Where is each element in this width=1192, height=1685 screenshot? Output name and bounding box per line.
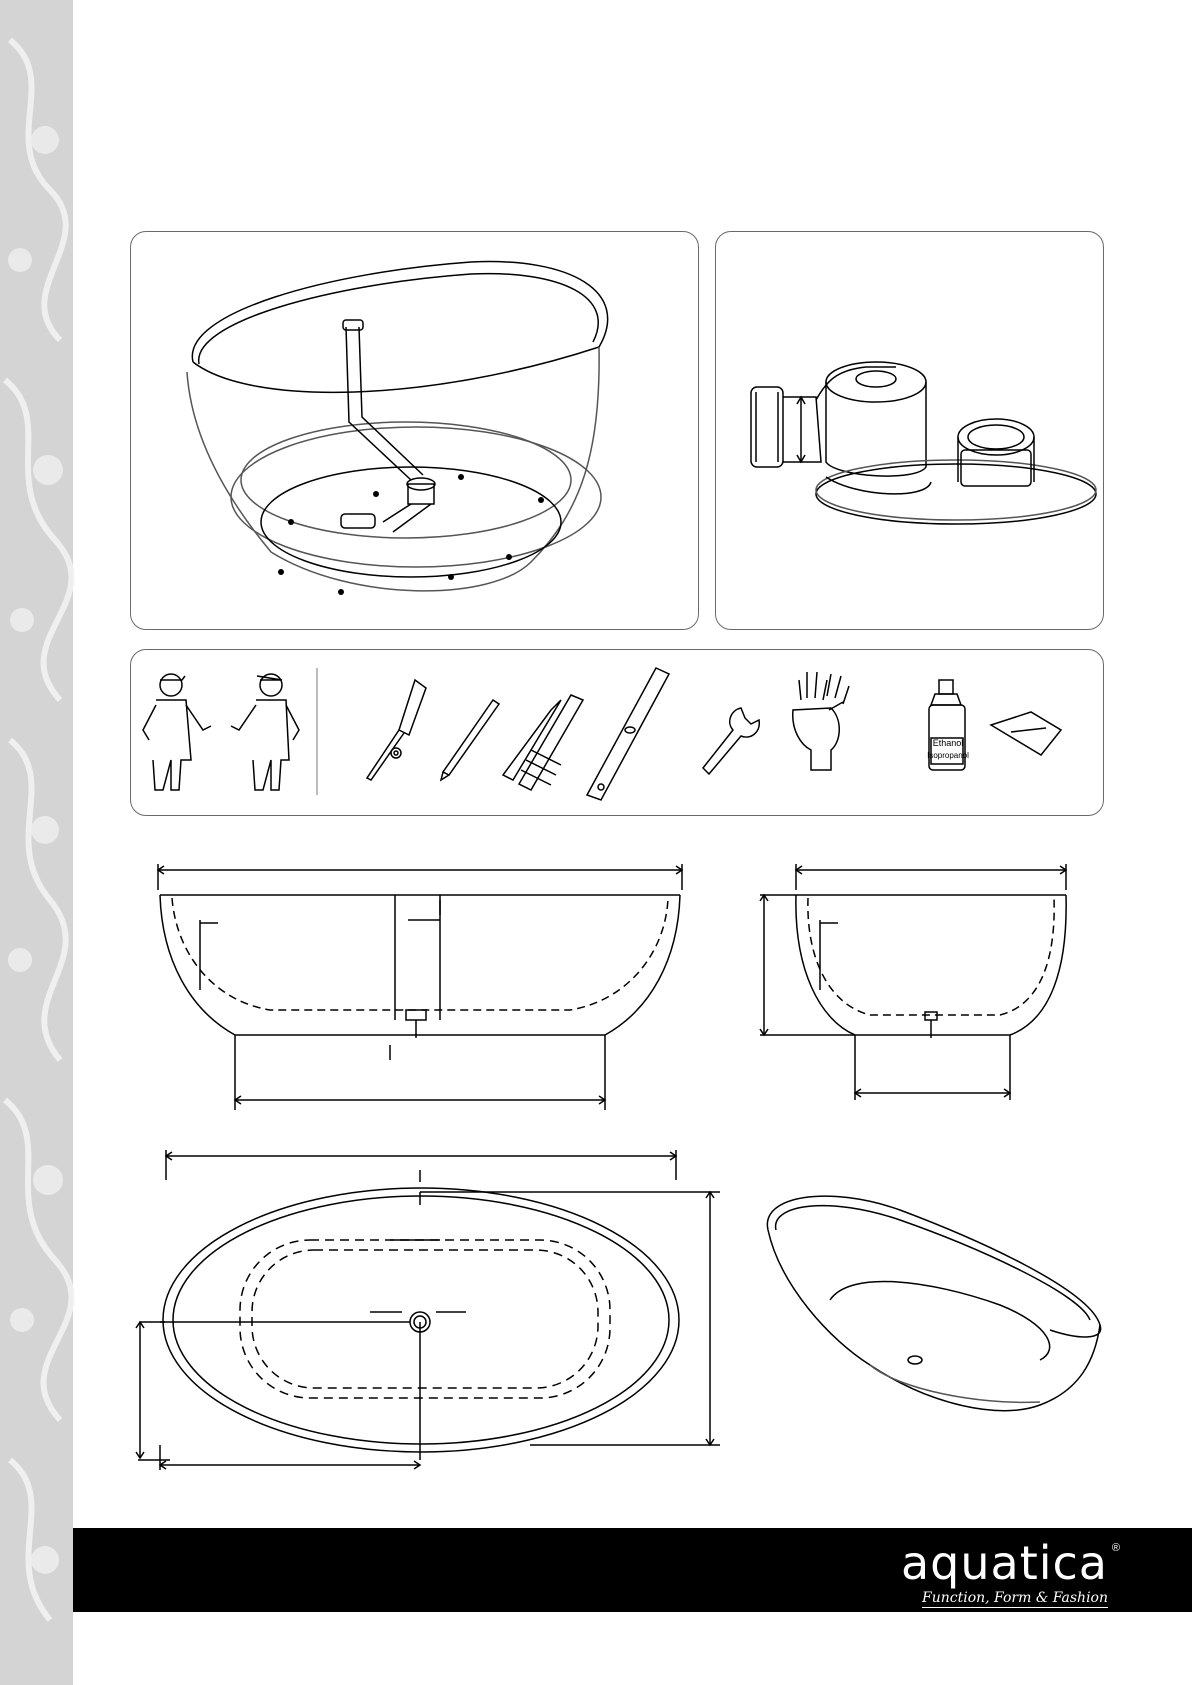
drain-assembly-illustration — [716, 232, 1105, 631]
side-elevation-drawing — [760, 850, 1080, 1110]
floral-pattern — [0, 0, 73, 1685]
decorative-floral-band — [0, 0, 73, 1685]
wrench-icon — [703, 708, 759, 774]
plan-view-drawing — [130, 1140, 720, 1460]
tools-row — [131, 650, 1105, 817]
front-elevation-drawing — [150, 850, 710, 1110]
bath-with-drain-illustration — [131, 232, 700, 631]
brand-logo: aquatica — [900, 1536, 1108, 1590]
bottle-label-line1: Ethanol — [932, 738, 964, 748]
screwdriver-icon — [367, 680, 426, 780]
gloves-icon — [793, 672, 849, 770]
footer-brand-bar — [73, 1528, 1192, 1612]
cloth-icon — [991, 712, 1061, 755]
installers-icon — [143, 674, 299, 790]
brand-tagline: Function, Form & Fashion — [922, 1590, 1108, 1606]
isometric-bath-drawing — [750, 1190, 1110, 1450]
bottle-label-line2: Isopropanol — [927, 751, 969, 760]
panel-bath-overview — [130, 231, 699, 630]
registered-mark: ® — [1111, 1542, 1120, 1554]
spirit-level-icon — [587, 668, 669, 800]
panel-drain-detail — [715, 231, 1104, 630]
folding-ruler-icon — [503, 695, 583, 790]
panel-required-tools — [130, 649, 1104, 816]
pencil-icon — [441, 700, 499, 780]
